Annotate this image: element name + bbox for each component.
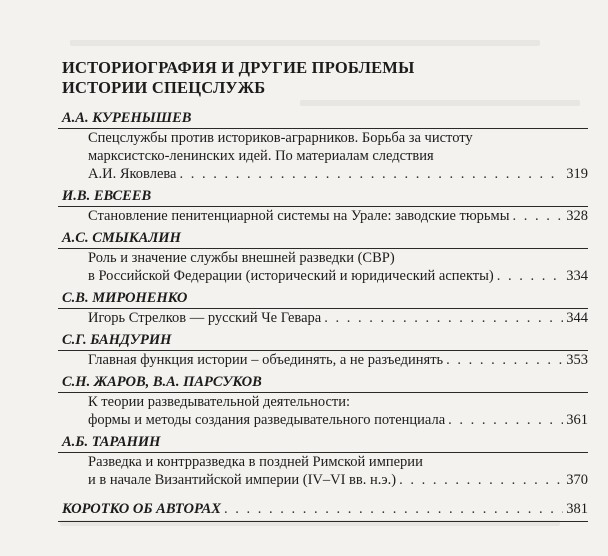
toc-article xyxy=(58,309,588,327)
bleed-through-text xyxy=(300,100,580,106)
toc-article xyxy=(58,393,588,429)
dot-leader xyxy=(179,165,563,183)
toc-entry[interactable] xyxy=(58,228,588,285)
section-title-line-1: ИСТОРИОГРАФИЯ И ДРУГИЕ ПРОБЛЕМЫ xyxy=(62,58,415,77)
toc-footer-entry[interactable] xyxy=(58,501,588,522)
toc-entry[interactable] xyxy=(58,288,588,327)
dot-leader xyxy=(324,309,563,327)
dot-leader xyxy=(512,207,563,225)
toc-title-line: Роль и значение службы внешней разведки (СВР) xyxy=(88,250,395,266)
toc-page-number: 328 xyxy=(566,208,588,224)
toc-footer-label: КОРОТКО ОБ АВТОРАХ xyxy=(62,501,221,517)
toc-title-text: Игорь Стрелков — русский Че Гевара xyxy=(88,310,322,326)
toc-title-last-line xyxy=(88,207,588,225)
toc-title-last-line xyxy=(88,165,588,183)
toc-title-text: Главная функция истории – объединять, а не разъединять xyxy=(88,352,444,368)
toc-title-text: А.И. Яковлева xyxy=(88,166,177,182)
toc-author: С.Н. ЖАРОВ, В.А. ПАРСУКОВ xyxy=(58,372,588,393)
toc-title-line: К теории разведывательной деятельности: xyxy=(88,394,351,410)
toc-author: С.Г. БАНДУРИН xyxy=(58,330,588,351)
toc-title-text: формы и методы создания разведывательного потенциала xyxy=(88,412,446,428)
dot-leader xyxy=(497,267,564,285)
dot-leader xyxy=(448,411,563,429)
toc-title-line: Спецслужбы против историков-аграрников. Борьба за чистоту xyxy=(88,130,473,146)
toc-title-last-line xyxy=(88,351,588,369)
toc-title-last-line xyxy=(88,267,588,285)
toc-page-number: 381 xyxy=(566,501,588,517)
toc-author: А.А. КУРЕНЫШЕВ xyxy=(58,108,588,129)
toc-title-last-line xyxy=(88,411,588,429)
section-title xyxy=(62,58,414,98)
toc-page-number: 370 xyxy=(566,472,588,488)
toc-article xyxy=(58,129,588,183)
toc-page-number: 319 xyxy=(566,166,588,182)
toc-title-last-line xyxy=(88,471,588,489)
bleed-through-text xyxy=(70,40,540,46)
dot-leader xyxy=(446,351,563,369)
toc-author: А.Б. ТАРАНИН xyxy=(58,432,588,453)
toc-article xyxy=(58,453,588,489)
dot-leader xyxy=(399,471,563,489)
toc-author: А.С. СМЫКАЛИН xyxy=(58,228,588,249)
toc-author: И.В. ЕВСЕЕВ xyxy=(58,186,588,207)
toc-article xyxy=(58,249,588,285)
toc-title-last-line xyxy=(88,309,588,327)
section-title-line-2: ИСТОРИИ СПЕЦСЛУЖБ xyxy=(62,78,266,97)
toc-title-line: Разведка и контрразведка в поздней Римской империи xyxy=(88,454,423,470)
toc-entry[interactable] xyxy=(58,330,588,369)
toc-entry[interactable] xyxy=(58,372,588,429)
toc-footer-line xyxy=(58,501,588,518)
toc-title-text: Становление пенитенциарной системы на Урале: заводские тюрьмы xyxy=(88,208,510,224)
toc-title-text: и в начале Византийской империи (IV–VI вв. н.э.) xyxy=(88,472,397,488)
dot-leader xyxy=(224,501,563,518)
table-of-contents xyxy=(58,108,588,522)
toc-author: С.В. МИРОНЕНКО xyxy=(58,288,588,309)
toc-title-text: в Российской Федерации (исторический и юридический аспекты) xyxy=(88,268,494,284)
toc-page-number: 353 xyxy=(566,352,588,368)
toc-entry[interactable] xyxy=(58,186,588,225)
toc-page-number: 334 xyxy=(566,268,588,284)
toc-page-number: 344 xyxy=(566,310,588,326)
toc-title-line: марксистско-ленинских идей. По материалам следствия xyxy=(88,148,434,164)
toc-page-number: 361 xyxy=(566,412,588,428)
toc-article xyxy=(58,207,588,225)
toc-entry[interactable] xyxy=(58,108,588,183)
toc-entry[interactable] xyxy=(58,432,588,489)
toc-article xyxy=(58,351,588,369)
